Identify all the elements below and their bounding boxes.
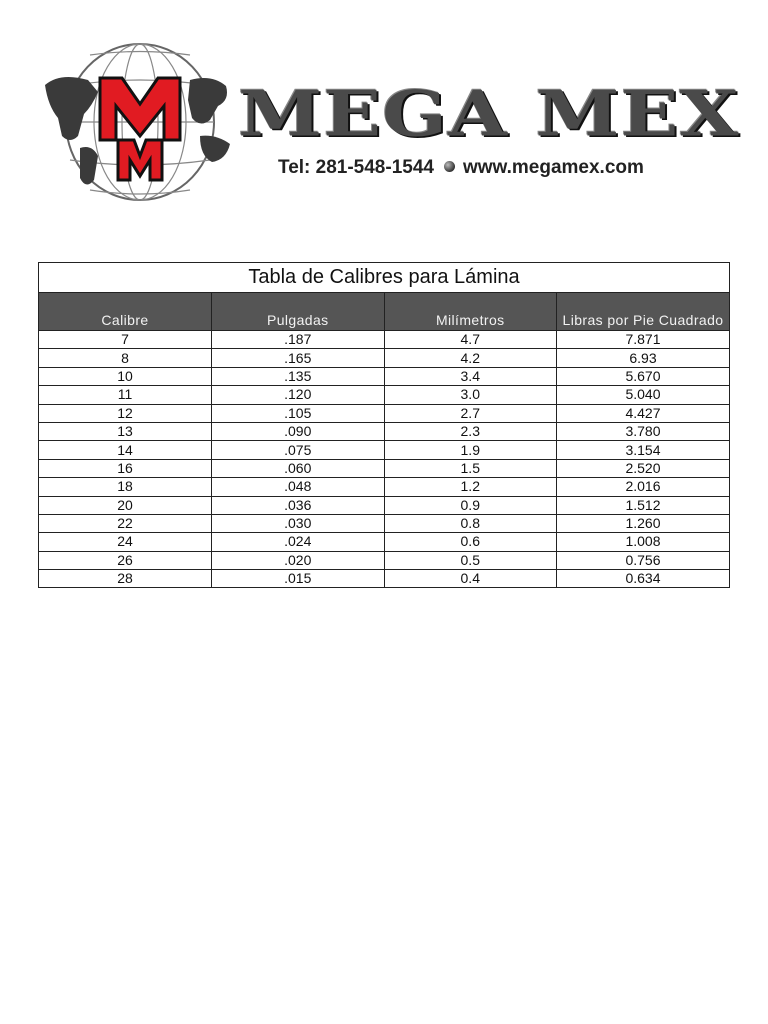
table-row — [39, 331, 729, 349]
table-row — [39, 367, 729, 385]
cell-calibre: 18 — [39, 478, 212, 496]
table-row — [39, 459, 729, 477]
page-header — [0, 0, 768, 220]
gauge-data-table — [39, 292, 729, 587]
cell-calibre: 16 — [39, 459, 212, 477]
cell-calibre: 7 — [39, 331, 212, 349]
cell-milimetros: 2.7 — [384, 404, 557, 422]
column-header-pulgadas: Pulgadas — [212, 293, 385, 331]
cell-calibre: 20 — [39, 496, 212, 514]
table-row — [39, 570, 729, 588]
cell-calibre: 26 — [39, 551, 212, 569]
cell-milimetros: 3.0 — [384, 386, 557, 404]
cell-milimetros: 0.8 — [384, 514, 557, 532]
table-row — [39, 514, 729, 532]
cell-libras: 5.670 — [557, 367, 730, 385]
cell-pulgadas: .120 — [212, 386, 385, 404]
table-header-row — [39, 293, 729, 331]
cell-pulgadas: .165 — [212, 349, 385, 367]
cell-calibre: 14 — [39, 441, 212, 459]
cell-pulgadas: .105 — [212, 404, 385, 422]
gauge-table — [38, 262, 730, 588]
cell-calibre: 11 — [39, 386, 212, 404]
table-row — [39, 496, 729, 514]
table-row — [39, 404, 729, 422]
cell-libras: 2.520 — [557, 459, 730, 477]
column-header-libras: Libras por Pie Cuadrado — [557, 293, 730, 331]
megamex-logo — [40, 40, 240, 205]
cell-milimetros: 4.7 — [384, 331, 557, 349]
cell-pulgadas: .030 — [212, 514, 385, 532]
cell-calibre: 28 — [39, 570, 212, 588]
cell-milimetros: 0.6 — [384, 533, 557, 551]
cell-pulgadas: .060 — [212, 459, 385, 477]
contact-line — [278, 157, 644, 179]
cell-libras: 6.93 — [557, 349, 730, 367]
cell-calibre: 12 — [39, 404, 212, 422]
table-row — [39, 422, 729, 440]
brand-name: MEGA MEX — [238, 77, 740, 151]
cell-milimetros: 4.2 — [384, 349, 557, 367]
table-row — [39, 478, 729, 496]
cell-milimetros: 1.5 — [384, 459, 557, 477]
column-header-calibre: Calibre — [39, 293, 212, 331]
cell-pulgadas: .020 — [212, 551, 385, 569]
table-row — [39, 349, 729, 367]
cell-calibre: 22 — [39, 514, 212, 532]
cell-libras: 0.756 — [557, 551, 730, 569]
cell-milimetros: 0.9 — [384, 496, 557, 514]
cell-libras: 1.008 — [557, 533, 730, 551]
cell-milimetros: 0.4 — [384, 570, 557, 588]
cell-libras: 3.154 — [557, 441, 730, 459]
cell-pulgadas: .135 — [212, 367, 385, 385]
cell-calibre: 13 — [39, 422, 212, 440]
table-row — [39, 533, 729, 551]
cell-calibre: 24 — [39, 533, 212, 551]
table-row — [39, 386, 729, 404]
cell-libras: 2.016 — [557, 478, 730, 496]
contact-phone: Tel: 281-548-1544 — [278, 157, 434, 178]
cell-libras: 1.512 — [557, 496, 730, 514]
cell-milimetros: 3.4 — [384, 367, 557, 385]
cell-libras: 5.040 — [557, 386, 730, 404]
cell-pulgadas: .024 — [212, 533, 385, 551]
cell-libras: 3.780 — [557, 422, 730, 440]
cell-calibre: 10 — [39, 367, 212, 385]
cell-pulgadas: .187 — [212, 331, 385, 349]
cell-pulgadas: .015 — [212, 570, 385, 588]
cell-libras: 7.871 — [557, 331, 730, 349]
cell-pulgadas: .090 — [212, 422, 385, 440]
cell-milimetros: 2.3 — [384, 422, 557, 440]
column-header-milimetros: Milímetros — [384, 293, 557, 331]
cell-pulgadas: .075 — [212, 441, 385, 459]
contact-website: www.megamex.com — [462, 157, 644, 178]
cell-libras: 0.634 — [557, 570, 730, 588]
table-body — [39, 331, 729, 588]
cell-milimetros: 1.2 — [384, 478, 557, 496]
table-row — [39, 551, 729, 569]
cell-milimetros: 1.9 — [384, 441, 557, 459]
cell-milimetros: 0.5 — [384, 551, 557, 569]
cell-pulgadas: .048 — [212, 478, 385, 496]
cell-libras: 4.427 — [557, 404, 730, 422]
table-title: Tabla de Calibres para Lámina — [248, 266, 520, 288]
table-row — [39, 441, 729, 459]
bullet-icon — [444, 161, 455, 172]
cell-pulgadas: .036 — [212, 496, 385, 514]
cell-libras: 1.260 — [557, 514, 730, 532]
cell-calibre: 8 — [39, 349, 212, 367]
